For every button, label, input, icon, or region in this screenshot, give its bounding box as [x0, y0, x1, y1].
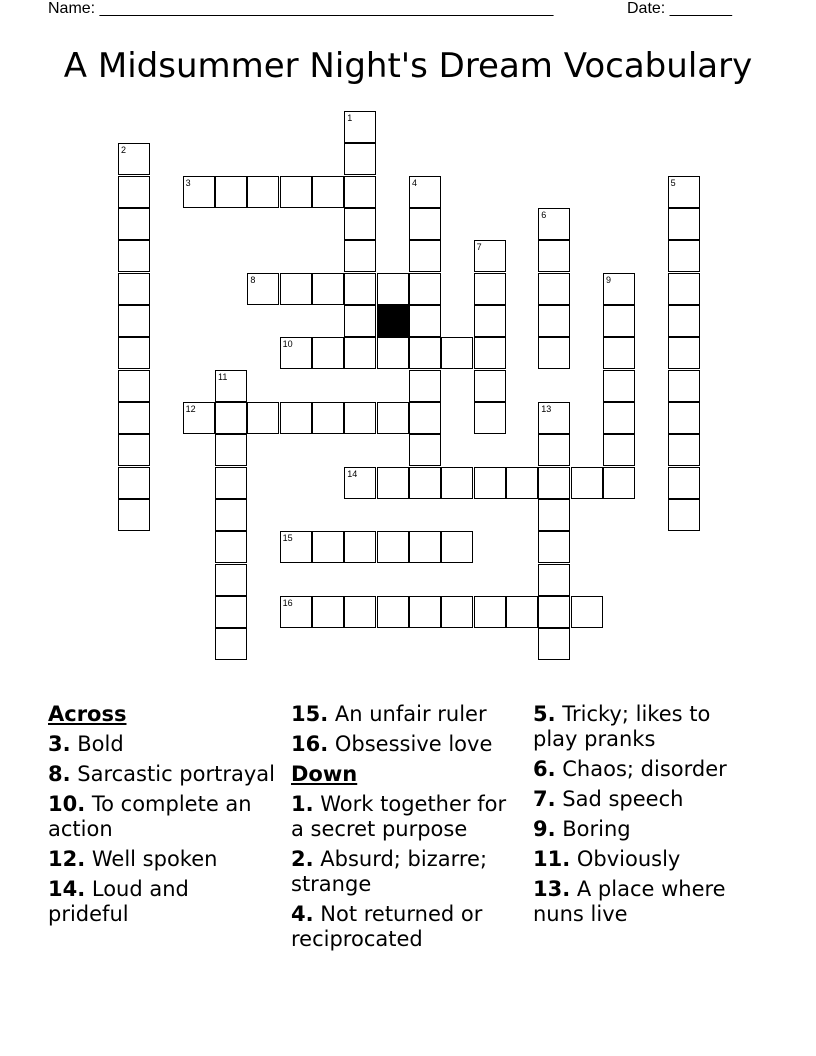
crossword-cell[interactable] [118, 273, 150, 305]
crossword-cell[interactable] [603, 467, 635, 499]
clue-number: 10 [282, 339, 293, 350]
crossword-cell[interactable] [344, 273, 376, 305]
crossword-cell[interactable] [118, 240, 150, 272]
clue-number: 6 [541, 209, 547, 220]
crossword-cell[interactable] [668, 370, 700, 402]
clue-column [533, 702, 758, 932]
date-field[interactable]: Date: _______ [627, 0, 732, 17]
clue-item [48, 762, 276, 787]
crossword-cell[interactable] [441, 467, 473, 499]
crossword-cell[interactable] [571, 467, 603, 499]
crossword-cell[interactable] [215, 596, 247, 628]
crossword-cell[interactable] [344, 305, 376, 337]
crossword-cell[interactable] [247, 402, 279, 434]
crossword-cell[interactable] [183, 402, 215, 434]
crossword-cell[interactable] [538, 337, 570, 369]
crossword-cell[interactable] [603, 434, 635, 466]
crossword-cell[interactable] [538, 499, 570, 531]
clue-number-label: 16. [291, 732, 329, 756]
crossword-cell[interactable] [247, 176, 279, 208]
crossword-cell[interactable] [118, 370, 150, 402]
crossword-cell[interactable] [280, 596, 312, 628]
crossword-cell[interactable] [603, 337, 635, 369]
crossword-cell[interactable] [474, 273, 506, 305]
crossword-cell[interactable] [474, 402, 506, 434]
crossword-cell[interactable] [668, 305, 700, 337]
clue-number: 15 [282, 533, 293, 544]
crossword-cell[interactable] [538, 240, 570, 272]
crossword-cell[interactable] [668, 402, 700, 434]
down-heading: Down [291, 762, 358, 786]
crossword-cell[interactable] [409, 467, 441, 499]
crossword-cell[interactable] [409, 434, 441, 466]
crossword-cell[interactable] [344, 208, 376, 240]
crossword-cell[interactable] [474, 305, 506, 337]
crossword-cell[interactable] [215, 564, 247, 596]
clue-item [48, 847, 276, 872]
crossword-cell[interactable] [344, 143, 376, 175]
crossword-cell[interactable] [538, 434, 570, 466]
crossword-cell[interactable] [118, 208, 150, 240]
crossword-cell[interactable] [312, 596, 344, 628]
crossword-cell[interactable] [312, 531, 344, 563]
crossword-cell[interactable] [506, 467, 538, 499]
clue-number: 4 [411, 177, 417, 188]
crossword-cell[interactable] [538, 628, 570, 660]
crossword-cell[interactable] [571, 596, 603, 628]
clue-text: Tricky; likes to play pranks [533, 702, 711, 751]
crossword-cell[interactable] [506, 596, 538, 628]
clue-item [533, 787, 758, 812]
crossword-cell[interactable] [312, 337, 344, 369]
crossword-cell[interactable] [377, 402, 409, 434]
clue-number: 8 [250, 274, 256, 285]
crossword-cell[interactable] [409, 208, 441, 240]
crossword-cell[interactable] [409, 273, 441, 305]
clue-number: 3 [185, 177, 191, 188]
crossword-cell[interactable] [538, 273, 570, 305]
crossword-cell[interactable] [312, 176, 344, 208]
crossword-cell[interactable] [409, 402, 441, 434]
clue-number: 2 [121, 145, 127, 156]
clue-number-label: 10. [48, 792, 86, 816]
crossword-cell[interactable] [215, 370, 247, 402]
crossword-cell[interactable] [215, 628, 247, 660]
clue-number: 13 [541, 403, 552, 414]
clue-number-label: 4. [291, 902, 314, 926]
clue-item [291, 902, 523, 952]
clue-number: 5 [670, 177, 676, 188]
clue-text: Obviously [570, 847, 681, 871]
crossword-cell[interactable] [668, 208, 700, 240]
clue-number: 1 [347, 113, 353, 123]
crossword-cell[interactable] [215, 467, 247, 499]
crossword-cell[interactable] [118, 402, 150, 434]
clue-number-label: 12. [48, 847, 86, 871]
crossword-cell[interactable] [215, 402, 247, 434]
clue-item [533, 702, 758, 752]
crossword-cell[interactable] [344, 337, 376, 369]
crossword-cell[interactable] [474, 596, 506, 628]
crossword-cell[interactable] [344, 176, 376, 208]
crossword-cell[interactable] [280, 176, 312, 208]
black-square [377, 305, 409, 337]
clue-number-label: 3. [48, 732, 71, 756]
crossword-cell[interactable] [377, 337, 409, 369]
clue-item [48, 792, 276, 842]
crossword-cell[interactable] [377, 596, 409, 628]
clue-number-label: 2. [291, 847, 314, 871]
clue-text: Bold [70, 732, 124, 756]
crossword-cell[interactable] [474, 337, 506, 369]
crossword-cell[interactable] [118, 467, 150, 499]
clue-number-label: 6. [533, 757, 556, 781]
clue-text: Sarcastic portrayal [70, 762, 275, 786]
crossword-cell[interactable] [603, 305, 635, 337]
clue-number-label: 9. [533, 817, 556, 841]
crossword-cell[interactable] [538, 305, 570, 337]
crossword-cell[interactable] [538, 467, 570, 499]
crossword-cell[interactable] [603, 370, 635, 402]
crossword-cell[interactable] [312, 402, 344, 434]
crossword-cell[interactable] [603, 402, 635, 434]
crossword-cell[interactable] [474, 467, 506, 499]
crossword-cell[interactable] [441, 531, 473, 563]
crossword-cell[interactable] [668, 337, 700, 369]
crossword-cell[interactable] [344, 467, 376, 499]
crossword-cell[interactable] [474, 240, 506, 272]
clue-item [291, 702, 523, 727]
crossword-cell[interactable] [215, 531, 247, 563]
clue-number-label: 15. [291, 702, 329, 726]
crossword-cell[interactable] [118, 176, 150, 208]
clue-item [291, 792, 523, 842]
clue-item [291, 847, 523, 897]
crossword-cell[interactable] [474, 370, 506, 402]
clue-number: 7 [476, 242, 482, 253]
crossword-cell[interactable] [409, 337, 441, 369]
crossword-cell[interactable] [118, 305, 150, 337]
clue-text: To complete an action [48, 792, 252, 841]
crossword-cell[interactable] [344, 531, 376, 563]
clue-text: Obsessive love [328, 732, 493, 756]
clue-item [533, 817, 758, 842]
crossword-cell[interactable] [247, 273, 279, 305]
crossword-cell[interactable] [183, 176, 215, 208]
clue-item [291, 732, 523, 757]
crossword-cell[interactable] [538, 564, 570, 596]
clue-column [48, 702, 276, 932]
crossword-cell[interactable] [344, 111, 376, 143]
clue-item [48, 877, 276, 927]
crossword-cell[interactable] [668, 499, 700, 531]
clue-number: 14 [347, 468, 358, 479]
clue-text: Well spoken [85, 847, 218, 871]
crossword-cell[interactable] [409, 531, 441, 563]
crossword-cell[interactable] [118, 143, 150, 175]
clue-text: Work together for a secret purpose [291, 792, 507, 841]
crossword-cell[interactable] [441, 337, 473, 369]
clue-text: Not returned or reciprocated [291, 902, 483, 951]
name-field[interactable]: Name: ___________________________________________________ [48, 0, 554, 17]
crossword-cell[interactable] [668, 434, 700, 466]
clue-text: A place where nuns live [533, 877, 726, 926]
crossword-cell[interactable] [409, 370, 441, 402]
crossword-cell[interactable] [538, 531, 570, 563]
clue-item [533, 757, 758, 782]
crossword-cell[interactable] [409, 240, 441, 272]
crossword-cell[interactable] [409, 305, 441, 337]
clue-number-label: 11. [533, 847, 571, 871]
clue-number: 11 [217, 371, 228, 382]
crossword-cell[interactable] [118, 337, 150, 369]
clue-number-label: 14. [48, 877, 86, 901]
page-title: A Midsummer Night's Dream Vocabulary [63, 46, 753, 86]
crossword-cell[interactable] [118, 434, 150, 466]
crossword-cell[interactable] [409, 176, 441, 208]
clue-number: 12 [185, 403, 196, 414]
clue-number: 16 [282, 597, 293, 608]
across-heading: Across [48, 702, 127, 726]
crossword-cell[interactable] [215, 434, 247, 466]
crossword-cell[interactable] [280, 531, 312, 563]
clue-text: Sad speech [555, 787, 684, 811]
clue-item [48, 732, 276, 757]
clue-number-label: 1. [291, 792, 314, 816]
crossword-cell[interactable] [668, 240, 700, 272]
crossword-cell[interactable] [344, 402, 376, 434]
crossword-cell[interactable] [344, 596, 376, 628]
clue-text: Loud and prideful [48, 877, 189, 926]
clue-number-label: 13. [533, 877, 571, 901]
crossword-cell[interactable] [377, 531, 409, 563]
clue-number: 9 [605, 274, 611, 285]
clue-text: Boring [555, 817, 631, 841]
crossword-cell[interactable] [377, 467, 409, 499]
crossword-cell[interactable] [280, 402, 312, 434]
crossword-cell[interactable] [538, 402, 570, 434]
crossword-cell[interactable] [538, 596, 570, 628]
clue-text: An unfair ruler [328, 702, 487, 726]
crossword-cell[interactable] [441, 596, 473, 628]
crossword-cell[interactable] [538, 208, 570, 240]
clue-item [533, 847, 758, 872]
crossword-cell[interactable] [668, 467, 700, 499]
clue-column [291, 702, 523, 957]
clue-number-label: 8. [48, 762, 71, 786]
crossword-cell[interactable] [280, 337, 312, 369]
crossword-cell[interactable] [377, 273, 409, 305]
crossword-cell[interactable] [215, 499, 247, 531]
clue-text: Absurd; bizarre; strange [291, 847, 488, 896]
crossword-cell[interactable] [312, 273, 344, 305]
crossword-cell[interactable] [344, 240, 376, 272]
clue-number-label: 5. [533, 702, 556, 726]
crossword-cell[interactable] [668, 176, 700, 208]
crossword-cell[interactable] [668, 273, 700, 305]
clue-text: Chaos; disorder [555, 757, 727, 781]
clue-number-label: 7. [533, 787, 556, 811]
crossword-cell[interactable] [409, 596, 441, 628]
crossword-cell[interactable] [118, 499, 150, 531]
crossword-cell[interactable] [280, 273, 312, 305]
crossword-cell[interactable] [603, 273, 635, 305]
clue-item [533, 877, 758, 927]
crossword-cell[interactable] [215, 176, 247, 208]
